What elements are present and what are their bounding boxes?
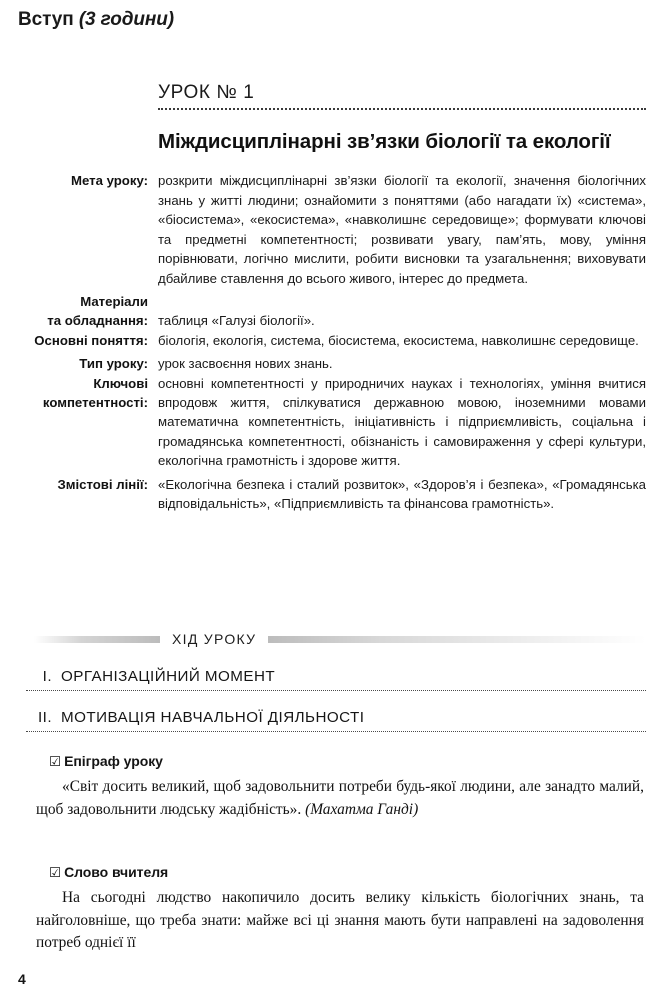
lesson-title: Міждисциплінарні зв’язки біології та екології <box>158 130 611 153</box>
running-head <box>18 9 174 31</box>
section-heading-2 <box>26 709 646 732</box>
section-2-numeral: II. <box>37 709 52 726</box>
lesson-flow-banner <box>0 628 672 650</box>
checked-box-icon: ☑ <box>49 754 62 769</box>
meta-label-lesson-type: Тип уроку: <box>79 356 148 372</box>
meta-value-concepts: біологія, екологія, система, біосистема, екосистема, навколишнє середовище. <box>158 332 639 348</box>
meta-label-competencies <box>0 374 158 471</box>
meta-row-concepts <box>0 331 672 350</box>
subsection-epigraph-label: Епіграф уроку <box>64 753 163 769</box>
section-heading-1 <box>26 668 646 691</box>
meta-label-materials-line2: та обладнання: <box>47 313 148 329</box>
teacher-word-paragraph: На сьогодні людство накопичило досить велику кількість біологічних знань, та найголовніше, що треба знати: майже всі ці знання мають бути направлені на задоволення потреб однієї її <box>36 889 644 952</box>
epigraph-text-block <box>36 776 644 821</box>
meta-row-goal <box>0 171 672 287</box>
meta-value-goal: розкрити міждисциплінарні зв’язки біології та екології, значення біологічних знань у житті людини; ознайомити з поняттями (або нагадати їх) «система», «біосистема», «екосистема», «навколишнє середовище»; формувати ключові та предметні компетентності; розвивати увагу, пам’ять, мову, уміння порівнювати, логічно мислити, робити висновки та узагальнення; виховувати дбайливе ставлення до всього живого, інтерес до предмета. <box>158 173 646 286</box>
teacher-word-text-block <box>36 887 644 955</box>
meta-label-competencies-line1: Ключові <box>93 375 148 391</box>
page-number: 4 <box>18 971 26 987</box>
meta-label-concepts: Основні поняття: <box>34 332 148 348</box>
section-1-title: ОРГАНІЗАЦІЙНИЙ МОМЕНТ <box>61 668 276 685</box>
running-head-hours: (3 години) <box>78 9 175 30</box>
banner-rule-left <box>34 636 160 643</box>
meta-row-content-lines <box>0 475 672 514</box>
subsection-heading-teacher-word <box>49 864 168 881</box>
lesson-meta-table <box>0 171 672 513</box>
meta-row-materials <box>0 292 672 331</box>
meta-value-materials <box>158 292 672 331</box>
meta-row-lesson-type <box>0 354 672 373</box>
epigraph-author: (Махатма Ганді) <box>305 800 419 818</box>
meta-value-content-lines: «Екологічна безпека і сталий розвиток», «Здоров’я і безпека», «Громадянська відповідальність», «Підприємливість та фінансова грамотність». <box>158 476 646 511</box>
section-2-rule <box>26 731 646 732</box>
section-1-numeral: I. <box>42 668 52 685</box>
meta-label-content-lines: Змістові лінії: <box>57 476 148 492</box>
meta-label-goal: Мета уроку: <box>70 173 148 189</box>
lesson-number: УРОК № 1 <box>158 82 255 103</box>
subsection-heading-epigraph <box>49 753 163 770</box>
meta-value-competencies: основні компетентності у природничих науках і технологіях, уміння вчитися впродовж життя, спілкуватися державною мовою, іноземними мовами математична компетентність, ініціативність і підприємливість, соціальна і громадянська компетентності, обізнаність і самовираження у сфері культури, екологічна грамотність і здорове життя. <box>158 375 646 469</box>
lesson-flow-label: ХІД УРОКУ <box>172 631 257 647</box>
meta-label-competencies-line2: компетентності: <box>42 394 148 410</box>
lesson-number-row <box>158 82 646 110</box>
checked-box-icon: ☑ <box>49 865 62 880</box>
lesson-number-rule <box>158 108 646 110</box>
meta-row-competencies <box>0 374 672 471</box>
section-2-title: МОТИВАЦІЯ НАВЧАЛЬНОЇ ДІЯЛЬНОСТІ <box>61 709 365 726</box>
epigraph-quote: «Світ досить великий, щоб задовольнити потреби будь-якої людини, але занадто малий, щоб задовольнити людську жадібність». <box>36 778 644 818</box>
section-1-rule <box>26 690 646 691</box>
lesson-block <box>0 82 672 513</box>
meta-label-materials-line1: Матеріали <box>80 293 148 309</box>
meta-label-materials <box>0 292 158 331</box>
meta-value-lesson-type: урок засвоєння нових знань. <box>158 356 333 372</box>
banner-rule-right <box>268 636 646 643</box>
running-head-chapter: Вступ <box>18 9 74 30</box>
subsection-teacher-word-label: Слово вчителя <box>64 864 169 880</box>
meta-value-materials-text: таблиця «Галузі біології». <box>158 313 315 329</box>
